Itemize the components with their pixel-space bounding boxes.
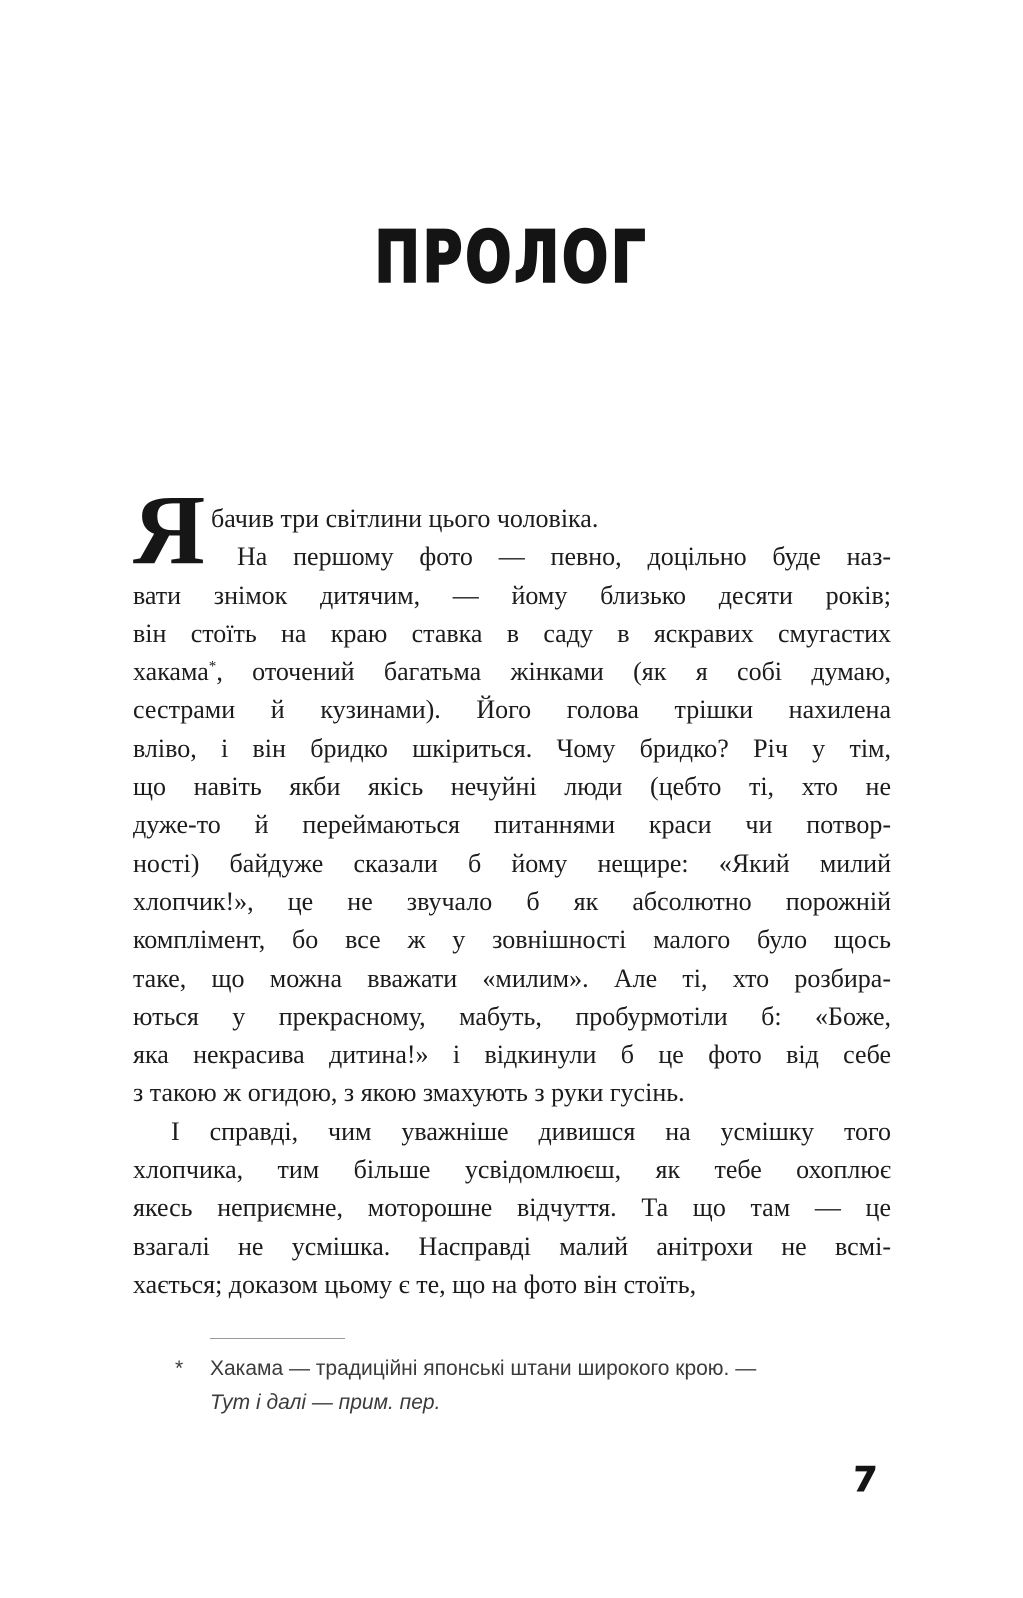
body-line: вліво, і він бридко шкіриться. Чому бридко? Річ у тім, — [133, 733, 891, 763]
page-number: 7 — [851, 1460, 879, 1500]
footnote-divider — [210, 1338, 345, 1339]
footnote — [133, 1338, 891, 1420]
body-line: дуже-то й переймаються питаннями краси чи потвор- — [133, 810, 891, 840]
footnote-marker: * — [175, 1357, 184, 1380]
body-line: комплімент, бо все ж у зовнішності малого було щось — [133, 925, 891, 955]
body-line: ються у прекрасному, мабуть, пробурмотіли б: «Боже, — [133, 1001, 891, 1031]
body-line: що навіть якби якісь нечуйні люди (цебто ті, хто не — [133, 772, 891, 802]
body-line: хакама*, оточений багатьма жінками (як я собі думаю, — [133, 657, 891, 687]
body-line: таке, що можна вважати «милим». Але ті, хто розбира- — [133, 963, 891, 993]
body-line: На першому фото — певно, доцільно буде наз- — [237, 542, 891, 572]
body-line: І справді, чим уважніше дивишся на усмішку того — [171, 1116, 891, 1146]
drop-cap: Я — [133, 474, 206, 585]
body-line: сестрами й кузинами). Його голова трішки нахилена — [133, 695, 891, 725]
body-line: вати знімок дитячим, — йому близько десяти років; — [133, 580, 891, 610]
footnote-line-1: Хакама — традиційні японські штани широкого крою. — — [210, 1357, 757, 1380]
body-line: з такою ж огидою, з якою змахують з руки гусінь. — [133, 1078, 685, 1108]
body-line: хлопчика, тим більше усвідомлюєш, як тебе охоплює — [133, 1155, 891, 1185]
body-text — [133, 474, 891, 1304]
body-line: хлопчик!», це не звучало б як абсолютно порожній — [133, 886, 891, 916]
chapter-title: ПРОЛОГ — [374, 216, 649, 299]
body-line: бачив три світлини цього чоловіка. — [211, 504, 599, 533]
body-line: якесь неприємне, моторошне відчуття. Та що там — це — [133, 1193, 891, 1223]
body-line: яка некрасива дитина!» і відкинули б це фото від себе — [133, 1040, 891, 1070]
footnote-text — [210, 1352, 891, 1420]
footnote-row — [133, 1352, 891, 1420]
footnote-line-2: Тут і далі — прим. пер. — [210, 1391, 441, 1414]
body-line: взагалі не усмішка. Насправді малий анітрохи не всмі- — [133, 1231, 891, 1261]
body-line: ності) байдуже сказали б йому нещире: «Який милий — [133, 848, 891, 878]
body-line: він стоїть на краю ставка в саду в яскравих смугастих — [133, 618, 891, 648]
footnote-reference: * — [208, 658, 217, 675]
body-line: хається; доказом цьому є те, що на фото він стоїть, — [133, 1269, 697, 1299]
paragraphs — [133, 500, 891, 1304]
